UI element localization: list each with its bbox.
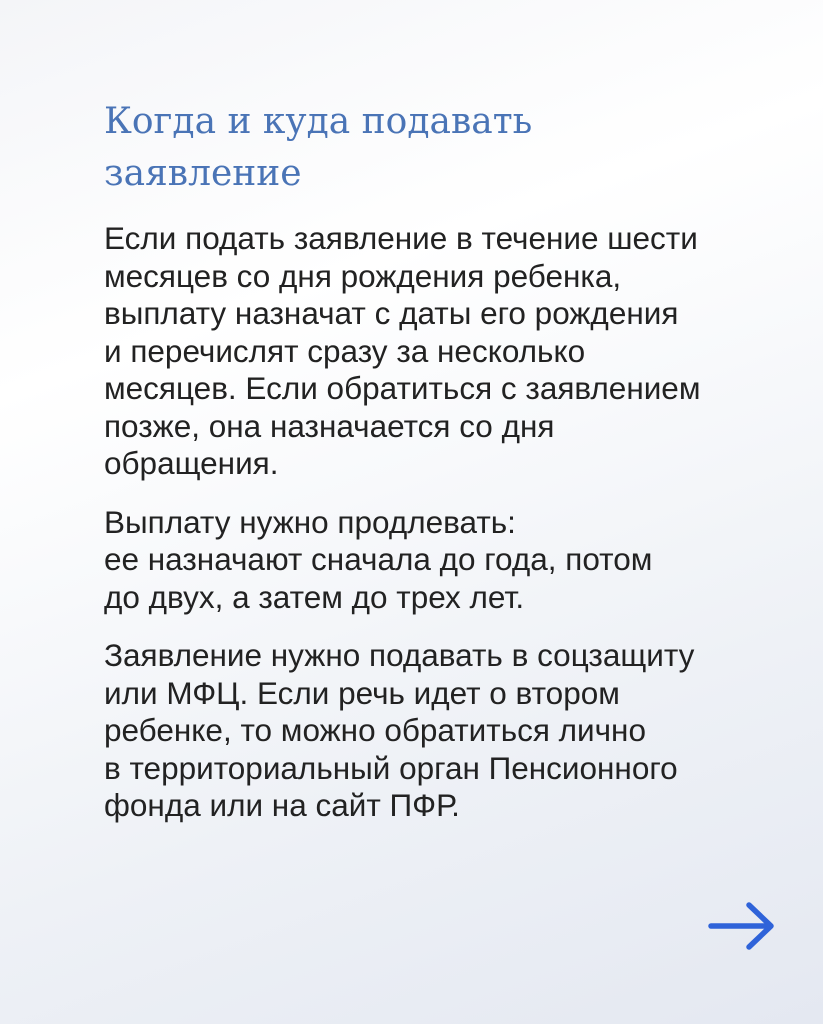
page-title [104,96,764,200]
text-line: позже, она назначается со дня [104,407,555,444]
text-line: или МФЦ. Если речь идет о втором [104,674,620,711]
paragraph-renewal [104,504,804,617]
arrow-right-icon [707,900,777,952]
text-line: ребенке, то можно обратиться лично [104,712,646,748]
text-line: в территориальный орган Пенсионного [104,749,678,786]
text-line: Если подать заявление в течение шести [104,220,698,256]
text-line: до двух, а затем до трех лет. [104,578,525,615]
text-line: и перечислят сразу за несколько [104,332,586,369]
next-slide-button[interactable] [707,900,777,952]
text-line: месяцев. Если обратиться с заявлением [104,370,701,406]
text-line: выплату назначат с даты его рождения [104,295,679,331]
title-line-2: заявление [104,153,302,194]
text-line: месяцев со дня рождения ребенка, [104,257,622,294]
text-line: Заявление нужно подавать в соцзащиту [104,637,695,673]
paragraph-where-to-apply [104,637,804,825]
body-text [104,220,804,846]
text-line: ее назначают сначала до года, потом [104,541,653,577]
title-line-1: Когда и куда подавать [104,101,533,142]
text-line: обращения. [104,445,279,481]
text-line: фонда или на сайт ПФР. [104,787,460,823]
text-line: Выплату нужно продлевать: [104,503,516,540]
paragraph-submission-timing [104,220,804,483]
